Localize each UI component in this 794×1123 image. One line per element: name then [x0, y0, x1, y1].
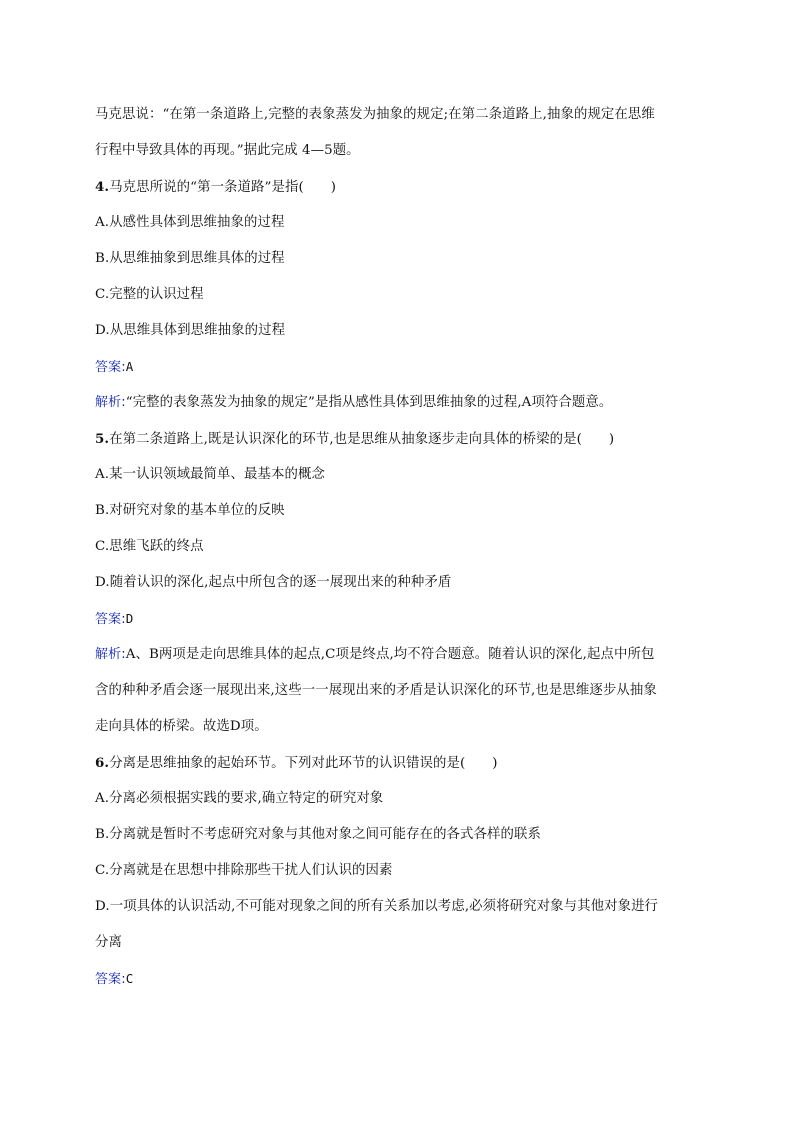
question-4-answer [95, 358, 133, 377]
question-5-text: 在第二条道路上,既是认识深化的环节,也是思维从抽象逐步走向具体的桥梁的是( ) [109, 432, 615, 447]
question-4-text: 马克思所说的“第一条道路”是指( ) [109, 180, 337, 195]
question-5-number: 5. [95, 431, 110, 447]
question-4-option-a: A.从感性具体到思维抽象的过程 [95, 215, 285, 230]
question-6-option-a: A.分离必须根据实践的要求,确立特定的研究对象 [95, 791, 384, 806]
analysis-text: A、B两项是走向思维具体的起点,C项是终点,均不符合题意。随着认识的深化,起点中所包 [125, 647, 655, 662]
intro-line-2: 行程中导致具体的再现。”据此完成 4—5题。 [95, 143, 360, 158]
question-6-text: 分离是思维抽象的起始环节。下列对此环节的认识错误的是( ) [109, 756, 498, 771]
question-4-stem [95, 178, 336, 197]
analysis-text: “完整的表象蒸发为抽象的规定”是指从感性具体到思维抽象的过程,A项符合题意。 [125, 395, 613, 410]
question-6-option-b: B.分离就是暂时不考虑研究对象与其他对象之间可能存在的各式各样的联系 [95, 827, 541, 842]
question-6-option-d-continued: 分离 [95, 935, 122, 950]
question-5-option-c: C.思维飞跃的终点 [95, 539, 204, 554]
answer-label: 答案: [95, 972, 126, 987]
answer-label: 答案: [95, 360, 126, 375]
question-5-analysis-line-2: 含的种种矛盾会逐一展现出来,这些一一展现出来的矛盾是认识深化的环节,也是思维逐步从抽象 [95, 683, 657, 698]
question-4-analysis [95, 394, 612, 412]
intro-line-1: 马克思说：“在第一条道路上,完整的表象蒸发为抽象的规定;在第二条道路上,抽象的规定在思维 [95, 107, 655, 122]
question-5-option-d: D.随着认识的深化,起点中所包含的逐一展现出来的种种矛盾 [95, 575, 452, 590]
question-6-stem [95, 754, 498, 773]
question-5-analysis-line-1 [95, 646, 654, 664]
question-4-option-c: C.完整的认识过程 [95, 287, 204, 302]
answer-value: C [125, 971, 134, 986]
question-5-answer [95, 610, 133, 629]
question-4-number: 4. [95, 179, 110, 195]
answer-value: D [125, 611, 134, 626]
question-5-option-a: A.某一认识领域最简单、最基本的概念 [95, 467, 325, 482]
analysis-label: 解析: [95, 395, 126, 410]
question-4-option-d: D.从思维具体到思维抽象的过程 [95, 323, 286, 338]
question-6-answer [95, 970, 133, 989]
question-5-stem [95, 430, 614, 449]
question-5-option-b: B.对研究对象的基本单位的反映 [95, 503, 285, 518]
question-4-option-b: B.从思维抽象到思维具体的过程 [95, 251, 285, 266]
question-6-option-d: D.一项具体的认识活动,不可能对现象之间的所有关系加以考虑,必须将研究对象与其他对象进行 [95, 899, 659, 914]
answer-label: 答案: [95, 612, 126, 627]
question-6-number: 6. [95, 755, 110, 771]
answer-value: A [125, 359, 134, 374]
analysis-label: 解析: [95, 647, 126, 662]
question-6-option-c: C.分离就是在思想中排除那些干扰人们认识的因素 [95, 863, 393, 878]
question-5-analysis-line-3: 走向具体的桥梁。故选D项。 [95, 719, 268, 734]
